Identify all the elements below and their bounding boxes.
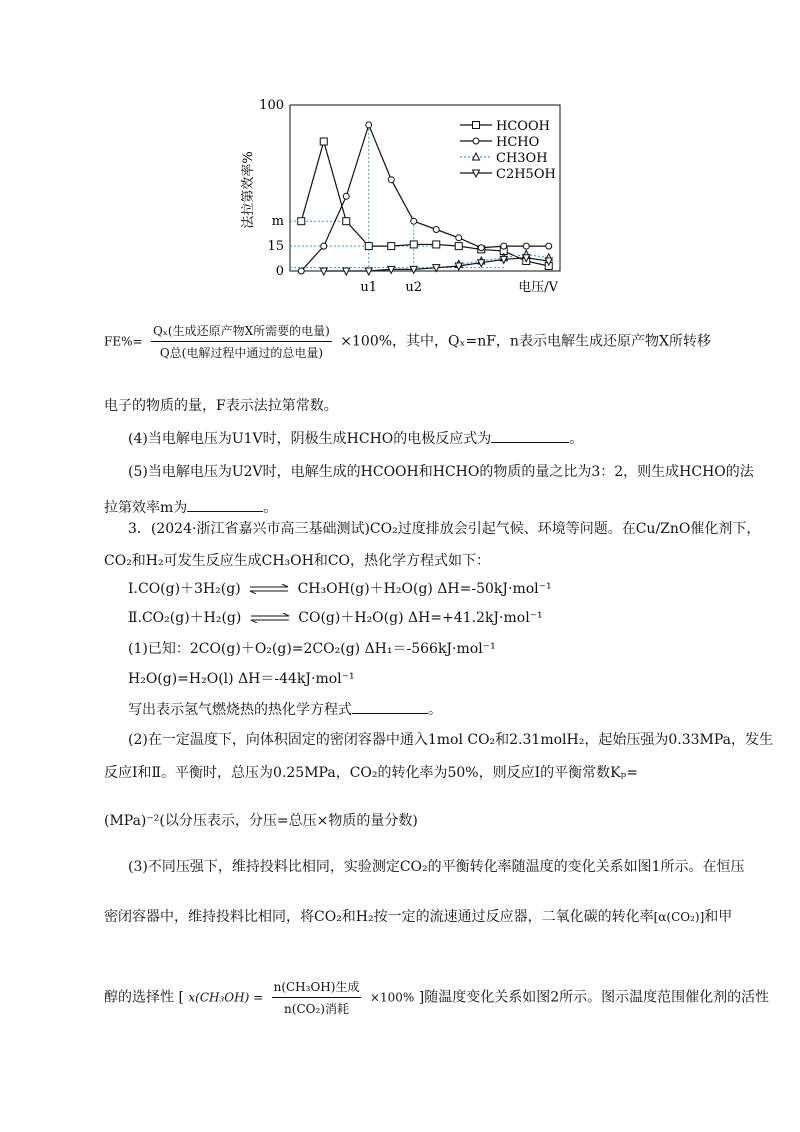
equation-2-left: Ⅱ.CO₂(g)＋H₂(g) (128, 610, 242, 626)
equation-1 (128, 580, 552, 598)
question-3-line-3 (104, 978, 769, 1017)
equation-2-right: CO(g)＋H₂O(g) ΔH=+41.2kJ·mol⁻¹ (298, 610, 543, 626)
data-point-hcho (546, 243, 552, 249)
question-4 (128, 428, 583, 448)
y-tick-label: 100 (259, 98, 284, 113)
data-point-hcooh (388, 243, 395, 250)
x-tick-label: u1 (360, 280, 378, 295)
data-point-hcooh (433, 241, 440, 248)
data-point-hcho (321, 243, 327, 249)
problem-3-line-1: 3．(2024·浙江省嘉兴市高三基础测试)CO₂过度排放会引起气候、环境等问题。在Cu/ZnO催化剂下， (128, 521, 761, 537)
data-point-hcooh (365, 243, 372, 250)
selectivity-denominator: n(CO₂)消耗 (284, 1002, 349, 1016)
question-3-line-2 (104, 908, 732, 926)
data-point-hcho (523, 243, 529, 249)
selectivity-x: x(CH₃OH) = (188, 990, 264, 1005)
y-axis-label: 法拉第效率% (241, 151, 256, 229)
data-point-hcooh (320, 138, 327, 145)
selectivity-numerator: n(CH₃OH)生成 (272, 978, 362, 998)
answer-blank[interactable] (187, 497, 263, 512)
selectivity-suffix: ]随温度变化关系如图2所示。图示温度范围催化剂的活性 (418, 989, 770, 1006)
fe-fraction (151, 322, 332, 361)
x-tick-label: u2 (405, 280, 423, 295)
fe-continuation: 电子的物质的量，F表示法拉第常数。 (104, 398, 338, 414)
fe-suffix: ×100%，其中，Qₓ=nF，n表示电解生成还原产物X所转移 (340, 333, 711, 350)
equilibrium-arrow-icon (250, 613, 290, 623)
data-point-hcho (478, 245, 484, 251)
question-2-line-3: (MPa)⁻²(以分压表示，分压=总压×物质的量分数) (104, 813, 418, 829)
data-point-hcho (411, 218, 417, 224)
known-2: H₂O(g)=H₂O(l) ΔH＝-44kJ·mol⁻¹ (128, 671, 355, 687)
equation-1-left: Ⅰ.CO(g)＋3H₂(g) (128, 581, 241, 597)
fe-formula (104, 322, 711, 361)
question-2-line-1: (2)在一定温度下，向体积固定的密闭容器中通入1mol CO₂和2.31molH₂，起始压强为0.33MPa，发生 (128, 732, 773, 748)
known-1: (1)已知：2CO(g)＋O₂(g)=2CO₂(g) ΔH₁＝-566kJ·mol⁻¹ (128, 641, 496, 657)
data-point-hcho (343, 193, 349, 199)
alpha-co2: [α(CO₂)] (653, 910, 705, 924)
question-1 (128, 699, 442, 719)
question-5-cont-text: 拉第效率m为 (104, 500, 188, 516)
x-axis-label: 电压/V (518, 280, 558, 295)
question-5-cont (104, 497, 277, 517)
problem-3-line-2: CO₂和H₂可发生反应生成CH₃OH和CO，热化学方程式如下： (104, 553, 491, 569)
data-point-hcooh (455, 243, 462, 250)
equation-1-right: CH₃OH(g)＋H₂O(g) ΔH=-50kJ·mol⁻¹ (297, 581, 552, 597)
selectivity-multiplier: ×100% (369, 990, 415, 1005)
selectivity-prefix: 醇的选择性 [ (104, 989, 184, 1006)
question-5-end: 。 (263, 500, 278, 516)
data-point-hcho (366, 122, 372, 128)
y-tick-label: 0 (275, 264, 284, 279)
legend-label: HCOOH (496, 119, 550, 134)
question-3-line-2-end: 和甲 (704, 909, 733, 925)
data-point-hcooh (298, 218, 305, 225)
question-5: (5)当电解电压为U2V时，电解生成的HCOOH和HCHO的物质的量之比为3：2，则生成HCHO的法 (128, 464, 754, 480)
fe-numerator: Qₓ(生成还原产物X所需要的电量) (151, 322, 332, 342)
data-point-hcho (388, 177, 394, 183)
data-point-hcooh (343, 218, 350, 225)
data-point-hcho (298, 268, 304, 274)
question-2-line-2: 反应Ⅰ和Ⅱ。平衡时，总压为0.25MPa，CO₂的转化率为50%，则反应Ⅰ的平衡常数Kₚ= (104, 765, 638, 781)
y-tick-label: m (271, 214, 284, 230)
fe-prefix: FE%= (104, 334, 143, 349)
question-4-text: (4)当电解电压为U1V时，阴极生成HCHO的电极反应式为 (128, 431, 492, 447)
question-4-end: 。 (569, 431, 584, 447)
legend-label: CH3OH (496, 151, 548, 166)
fe-denominator: Q总(电解过程中通过的总电量) (159, 346, 324, 360)
faradaic-efficiency-chart (230, 95, 570, 305)
legend-label: C2H5OH (496, 167, 556, 182)
legend-marker (473, 122, 480, 129)
equation-2 (128, 609, 543, 627)
data-point-hcho (433, 227, 439, 233)
question-3-line-1: (3)不同压强下，维持投料比相同，实验测定CO₂的平衡转化率随温度的变化关系如图1所示。在恒压 (128, 859, 745, 875)
equilibrium-arrow-icon (249, 584, 289, 594)
question-1-text: 写出表示氢气燃烧热的热化学方程式 (128, 702, 352, 718)
answer-blank[interactable] (491, 428, 569, 443)
selectivity-fraction (272, 978, 362, 1017)
question-1-end: 。 (428, 702, 442, 718)
data-point-hcho (501, 243, 507, 249)
data-point-hcho (456, 235, 462, 241)
y-tick-label: 15 (267, 239, 284, 255)
data-point-hcooh (410, 241, 417, 248)
legend-label: HCHO (496, 135, 540, 150)
question-3-line-2-text: 密闭容器中，维持投料比相同，将CO₂和H₂按一定的流速通过反应器，二氧化碳的转化率 (104, 909, 654, 925)
legend-marker (473, 138, 479, 144)
answer-blank[interactable] (352, 699, 428, 714)
